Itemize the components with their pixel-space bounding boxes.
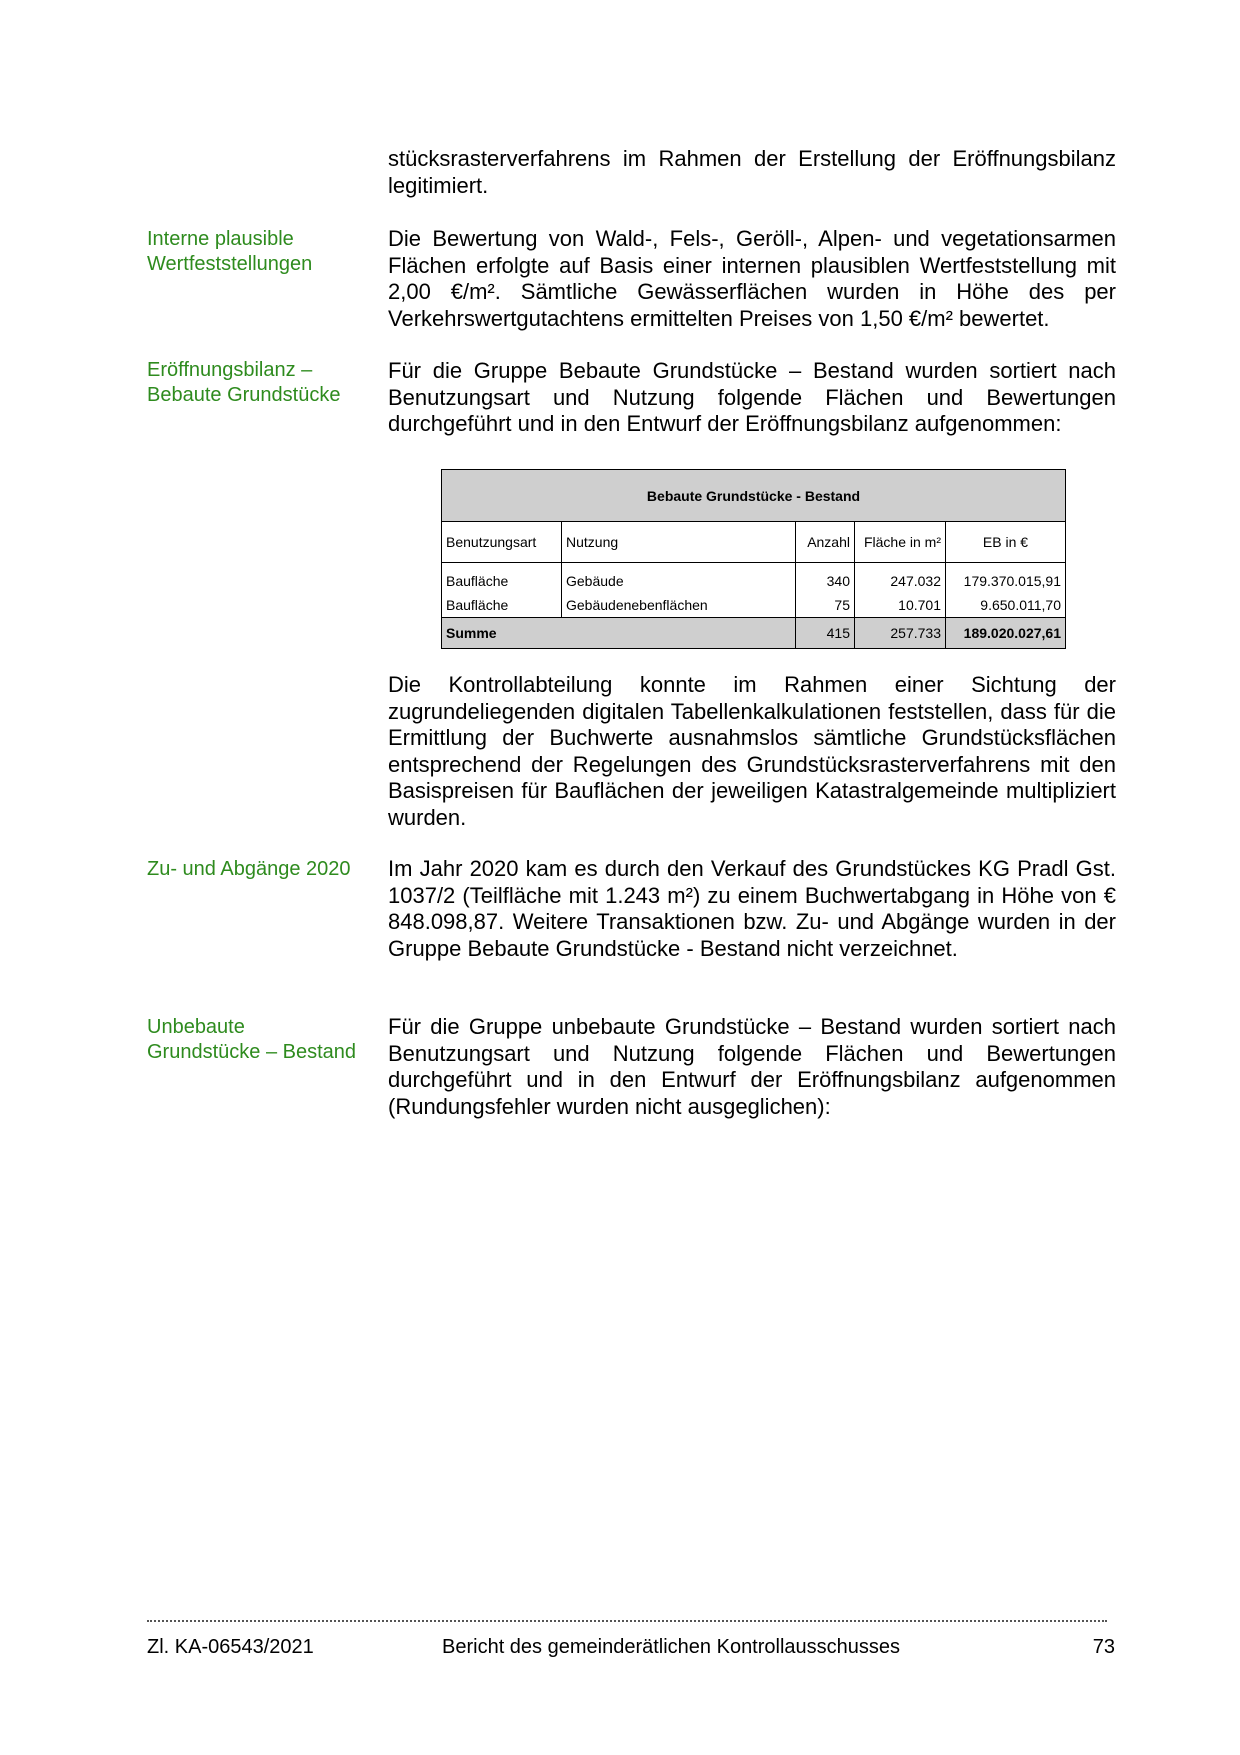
table-title: Bebaute Grundstücke - Bestand: [442, 470, 1066, 522]
margin-heading-line: Grundstücke – Bestand: [147, 1041, 357, 1063]
table-cell: Baufläche: [442, 563, 562, 594]
paragraph: [388, 226, 1116, 332]
table-cell: Gebäudenebenflächen: [562, 593, 796, 618]
margin-heading-line: Interne plausible: [147, 228, 294, 250]
table-cell: 189.020.027,61: [946, 618, 1066, 649]
table-cell: Baufläche: [442, 593, 562, 618]
footer-reference: Zl. KA-06543/2021: [147, 1636, 314, 1658]
table-bebaute-grundstuecke: [441, 469, 1066, 649]
table-cell: 257.733: [855, 618, 946, 649]
margin-heading-line: Unbebaute: [147, 1016, 245, 1038]
table-row: [442, 593, 1066, 618]
table-cell: Gebäude: [562, 563, 796, 594]
margin-heading-wertfeststellungen: [147, 227, 372, 277]
paragraph-text: Für die Gruppe Bebaute Grundstücke – Bestand wurden sortiert nach Benutzungsart und Nutzung folgende Flächen und Bewertungen durchgeführt und in den Entwurf der Eröffnungsbilanz aufgenommen:: [388, 358, 1116, 436]
paragraph: [388, 1014, 1116, 1120]
paragraph: [388, 146, 1116, 199]
margin-heading-line: Eröffnungsbilanz –: [147, 359, 313, 381]
table-cell: 340: [796, 563, 855, 594]
table-cell: 9.650.011,70: [946, 593, 1066, 618]
paragraph: [388, 856, 1116, 962]
table-row: [442, 563, 1066, 594]
footer-divider: [147, 1618, 1107, 1622]
paragraph: [388, 672, 1116, 831]
table-sum-row: [442, 618, 1066, 649]
footer-title: Bericht des gemeinderätlichen Kontrollausschusses: [442, 1636, 901, 1658]
data-table: [441, 469, 1066, 649]
column-header: Anzahl: [796, 522, 855, 563]
column-header: Nutzung: [562, 522, 796, 563]
table-cell: 75: [796, 593, 855, 618]
column-header: Benutzungsart: [442, 522, 562, 563]
margin-heading-line: Wertfeststellungen: [147, 253, 313, 275]
paragraph-text: stücksrasterverfahrens im Rahmen der Erstellung der Eröffnungsbilanz legitimiert.: [388, 146, 1116, 198]
paragraph-text: Im Jahr 2020 kam es durch den Verkauf des Grundstückes KG Pradl Gst. 1037/2 (Teilfläche mit 1.243 m²) zu einem Buchwertabgang in Höhe von € 848.098,87. Weitere Transaktionen bzw. Zu- und Abgänge wurden in der Gruppe Bebaute Grundstücke - Bestand nicht verzeichnet.: [388, 856, 1116, 961]
margin-heading-zu-abgaenge: [147, 857, 372, 882]
sum-label: Summe: [442, 618, 796, 649]
table-cell: 415: [796, 618, 855, 649]
paragraph: [388, 358, 1116, 438]
margin-heading-line: Bebaute Grundstücke: [147, 384, 341, 406]
table-cell: 247.032: [855, 563, 946, 594]
table-cell: 179.370.015,91: [946, 563, 1066, 594]
paragraph-text: Für die Gruppe unbebaute Grundstücke – Bestand wurden sortiert nach Benutzungsart und Nutzung folgende Flächen und Bewertungen durchgeführt und in den Entwurf der Eröffnungsbilanz aufgenommen (Rundungsfehler wurden nicht ausgeglichen):: [388, 1014, 1116, 1119]
margin-heading-line: Zu- und Abgänge 2020: [147, 858, 351, 880]
column-header: EB in €: [946, 522, 1066, 563]
paragraph-text: Die Kontrollabteilung konnte im Rahmen einer Sichtung der zugrundeliegenden digitalen Tabellenkalkulationen feststellen, dass für die Ermittlung der Buchwerte ausnahmslos sämtliche Grundstücksflächen entsprechend der Regelungen des Grundstücksrasterverfahrens mit den Basispreisen für Bauflächen der jeweiligen Katastralgemeinde multipliziert wurden.: [388, 672, 1116, 830]
page-number: 73: [1092, 1636, 1115, 1658]
margin-heading-unbebaute: [147, 1015, 372, 1065]
paragraph-text: Die Bewertung von Wald-, Fels-, Geröll-, Alpen- und vegetationsarmen Flächen erfolgte auf Basis einer internen plausiblen Wertfeststellung mit 2,00 €/m². Sämtliche Gewässerflächen wurden in Höhe des per Verkehrswertgutachtens ermittelten Preises von 1,50 €/m² bewertet.: [388, 226, 1116, 331]
table-cell: 10.701: [855, 593, 946, 618]
margin-heading-eroeffnungsbilanz: [147, 358, 372, 408]
column-header: Fläche in m²: [855, 522, 946, 563]
